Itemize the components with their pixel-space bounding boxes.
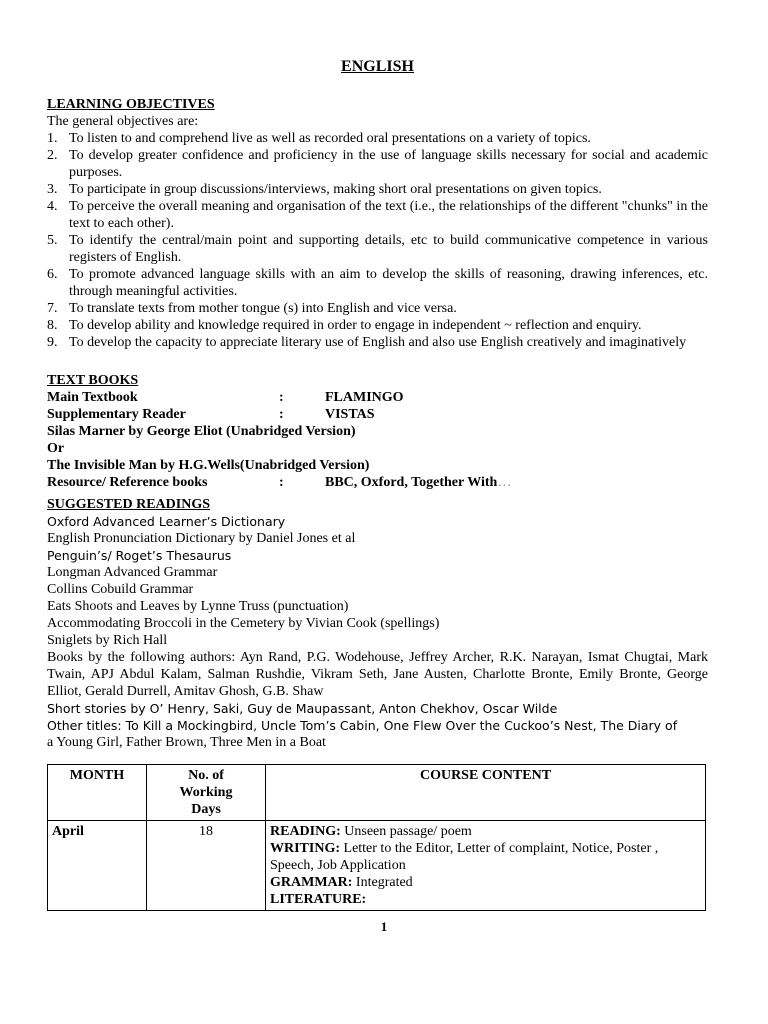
working-days-header	[147, 765, 266, 821]
objective-number: 8.	[47, 318, 58, 333]
reading-item: Short stories by O’ Henry, Saki, Guy de Maupassant, Anton Chekhov, Oscar Wilde	[47, 701, 558, 716]
objective-item	[47, 334, 708, 351]
objective-number: 1.	[47, 131, 58, 146]
reading-entry	[270, 823, 701, 840]
objective-text: To listen to and comprehend live as well as recorded oral presentations on a variety of topics.	[69, 131, 591, 146]
supplementary-reader-value: VISTAS	[325, 407, 375, 422]
main-textbook-row	[47, 389, 708, 406]
objectives-list	[47, 130, 708, 351]
reading-item: Eats Shoots and Leaves by Lynne Truss (punctuation)	[47, 599, 349, 614]
reference-books-value	[325, 474, 708, 491]
reference-books-label: Resource/ Reference books	[47, 475, 208, 490]
reading-item: Oxford Advanced Learner’s Dictionary	[47, 514, 286, 529]
month-cell: April	[48, 821, 147, 911]
suggested-readings-section	[47, 496, 708, 751]
objective-item	[47, 147, 708, 181]
reading-label: READING:	[270, 824, 341, 839]
objective-item	[47, 232, 708, 266]
objective-number: 9.	[47, 335, 58, 350]
reference-books-colon: :	[279, 475, 284, 490]
objective-text: To participate in group discussions/interviews, making short oral presentations on given topics.	[69, 182, 602, 197]
grammar-label: GRAMMAR:	[270, 875, 353, 890]
course-content-table	[47, 764, 706, 911]
working-days-header-line: Days	[191, 802, 221, 817]
objective-item	[47, 317, 708, 334]
writing-label: WRITING:	[270, 841, 341, 856]
objective-item	[47, 198, 708, 232]
objective-text: To translate texts from mother tongue (s) into English and vice versa.	[69, 301, 457, 316]
objective-text: To identify the central/main point and supporting details, etc to build communicative competence in various registers of English.	[69, 233, 708, 265]
supplementary-reader-label: Supplementary Reader	[47, 407, 186, 422]
learning-objectives-heading: LEARNING OBJECTIVES	[47, 97, 215, 112]
objective-text: To perceive the overall meaning and organisation of the text (i.e., the relationships of the different "chunks" in the text to each other).	[69, 199, 708, 231]
working-days-header-line: Working	[179, 785, 233, 800]
reference-books-text: BBC, Oxford, Together With	[325, 475, 498, 490]
objective-number: 4.	[47, 199, 58, 214]
reading-item: Penguin’s/ Roget’s Thesaurus	[47, 548, 232, 563]
objective-number: 6.	[47, 267, 58, 282]
objective-text: To develop the capacity to appreciate literary use of English and also use English creatively and imaginatively	[69, 335, 687, 350]
objective-number: 5.	[47, 233, 58, 248]
suggested-readings-heading: SUGGESTED READINGS	[47, 497, 210, 512]
reading-item: a Young Girl, Father Brown, Three Men in a Boat	[47, 735, 326, 750]
objective-number: 3.	[47, 182, 58, 197]
document-title: ENGLISH	[341, 58, 414, 75]
invisible-man-line: The Invisible Man by H.G.Wells(Unabridged Version)	[47, 458, 370, 473]
reference-books-ellipsis: …	[497, 475, 512, 490]
reading-item: Longman Advanced Grammar	[47, 565, 218, 580]
reading-text: Unseen passage/ poem	[340, 824, 472, 839]
reading-item: Sniglets by Rich Hall	[47, 633, 168, 648]
main-textbook-colon: :	[279, 390, 284, 405]
supplementary-reader-row	[47, 406, 708, 423]
table-row	[48, 821, 706, 911]
objective-item	[47, 300, 708, 317]
main-textbook-value: FLAMINGO	[325, 390, 404, 405]
reading-item: English Pronunciation Dictionary by Daniel Jones et al	[47, 531, 356, 546]
table-header-row	[48, 765, 706, 821]
objective-number: 2.	[47, 148, 58, 163]
working-days-header-line: No. of	[188, 768, 224, 783]
days-cell: 18	[147, 821, 266, 911]
objectives-intro: The general objectives are:	[47, 114, 199, 129]
writing-text: Letter to the Editor, Letter of complaint, Notice, Poster ,	[340, 841, 659, 856]
objective-item	[47, 130, 708, 147]
objective-text: To promote advanced language skills with an aim to develop the skills of reasoning, drawing inferences, etc. through meaningful activities.	[69, 267, 708, 299]
literature-label: LITERATURE:	[270, 892, 367, 907]
supplementary-reader-colon: :	[279, 407, 284, 422]
objective-item	[47, 181, 708, 198]
writing-entry-cont: Speech, Job Application	[270, 858, 406, 873]
grammar-text: Integrated	[352, 875, 413, 890]
reading-item: Books by the following authors: Ayn Rand, P.G. Wodehouse, Jeffrey Archer, R.K. Narayan, Ismat Chugtai, Mark Twain, APJ Abdul Kalam, Salman Rushdie, Vikram Seth, Jane Austen, Charlotte Bronte, Emily Bronte, George Elliot, Gerald Durrell, Amitav Ghosh, G.B. Shaw	[47, 650, 708, 699]
reading-item: Other titles: To Kill a Mockingbird, Uncle Tom’s Cabin, One Flew Over the Cuckoo’s Nest, The Diary of	[47, 718, 678, 733]
silas-marner-line: Silas Marner by George Eliot (Unabridged Version)	[47, 424, 356, 439]
main-textbook-label: Main Textbook	[47, 390, 138, 405]
objective-item	[47, 266, 708, 300]
reading-item: Accommodating Broccoli in the Cemetery by Vivian Cook (spellings)	[47, 616, 440, 631]
page-number: 1	[380, 919, 388, 934]
text-books-section	[47, 372, 708, 491]
month-header: MONTH	[48, 765, 147, 821]
content-cell	[266, 821, 706, 911]
text-books-heading: TEXT BOOKS	[47, 373, 139, 388]
or-line: Or	[47, 441, 65, 456]
reference-books-row	[47, 474, 708, 491]
objective-number: 7.	[47, 301, 58, 316]
learning-objectives-section	[47, 96, 708, 351]
objective-text: To develop ability and knowledge required in order to engage in independent ~ reflection and enquiry.	[69, 318, 642, 333]
objective-text: To develop greater confidence and proficiency in the use of language skills necessary for social and academic purposes.	[69, 148, 708, 180]
grammar-entry	[270, 874, 701, 891]
course-content-header: COURSE CONTENT	[266, 765, 706, 821]
reading-item: Collins Cobuild Grammar	[47, 582, 194, 597]
writing-entry	[270, 840, 701, 857]
